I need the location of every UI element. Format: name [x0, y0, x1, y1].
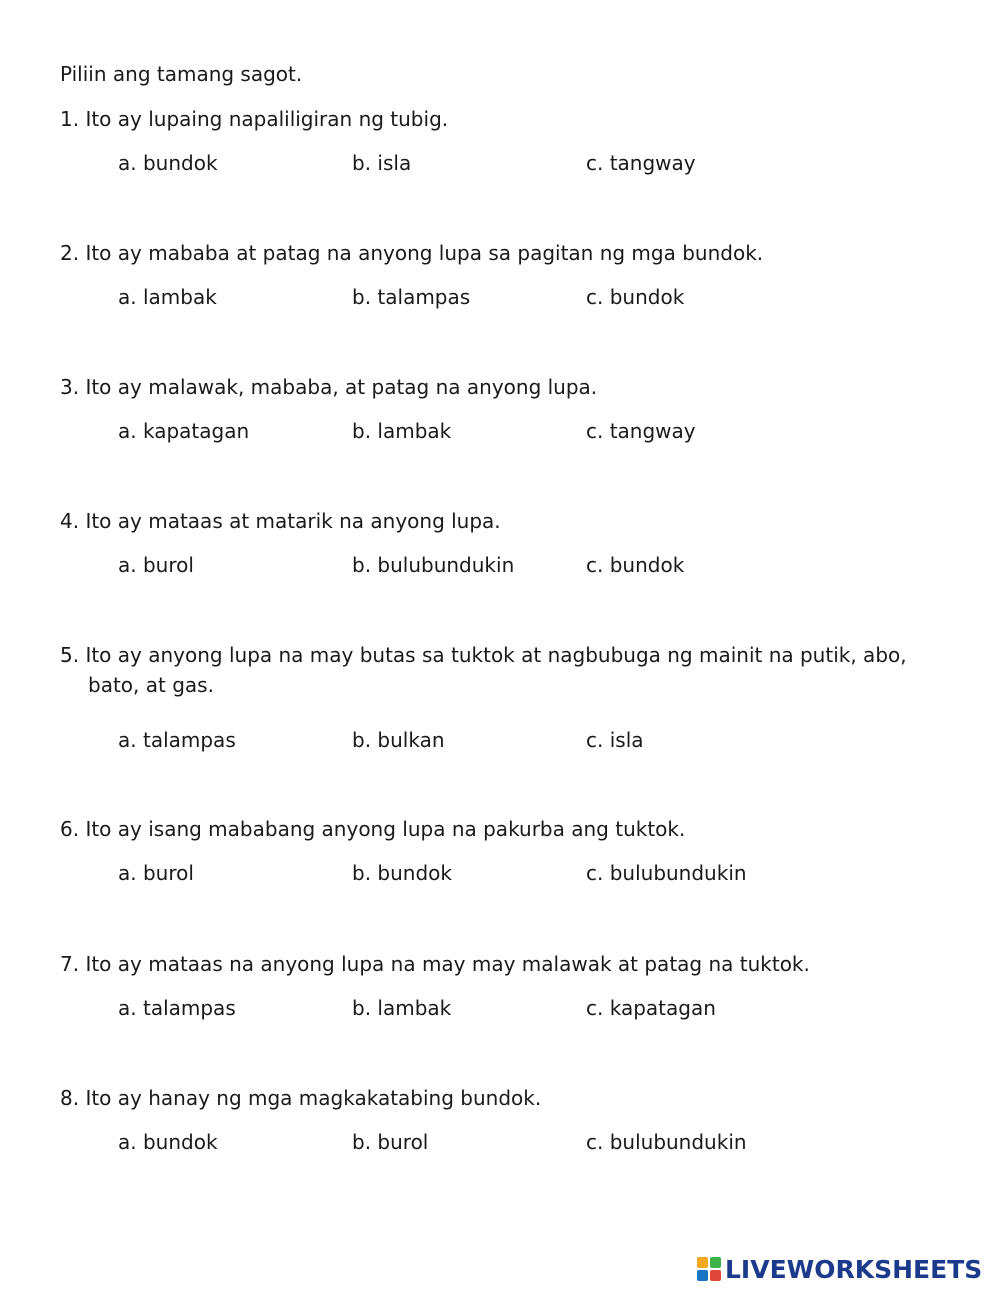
choice-c[interactable]: c. tangway: [586, 151, 696, 175]
choice-c[interactable]: c. tangway: [586, 419, 696, 443]
choices-row: [60, 416, 940, 446]
choice-c[interactable]: c. isla: [586, 728, 644, 752]
question-3: [60, 372, 940, 446]
choice-c[interactable]: c. bulubundukin: [586, 861, 747, 885]
question-1: [60, 104, 940, 178]
choice-a[interactable]: a. burol: [118, 553, 194, 577]
liveworksheets-logo[interactable]: [697, 1254, 982, 1284]
choice-c[interactable]: c. kapatagan: [586, 996, 716, 1020]
choice-c[interactable]: c. bundok: [586, 553, 685, 577]
choice-b[interactable]: b. lambak: [352, 419, 452, 443]
question-8: [60, 1083, 940, 1157]
choice-b[interactable]: b. bulubundukin: [352, 553, 515, 577]
choice-a[interactable]: a. talampas: [118, 996, 236, 1020]
question-text: 8. Ito ay hanay ng mga magkakatabing bundok.: [60, 1086, 542, 1110]
question-text: 1. Ito ay lupaing napaliligiran ng tubig.: [60, 107, 449, 131]
choice-a[interactable]: a. talampas: [118, 728, 236, 752]
choice-a[interactable]: a. kapatagan: [118, 419, 250, 443]
question-text: 5. Ito ay anyong lupa na may butas sa tuktok at nagbubuga ng mainit na putik, abo, bato, at gas.: [60, 643, 907, 697]
choices-row: [60, 148, 940, 178]
question-text: 7. Ito ay mataas na anyong lupa na may may malawak at patag na tuktok.: [60, 952, 810, 976]
choice-a[interactable]: a. burol: [118, 861, 194, 885]
question-text: 2. Ito ay mababa at patag na anyong lupa sa pagitan ng mga bundok.: [60, 241, 764, 265]
question-text: 4. Ito ay mataas at matarik na anyong lupa.: [60, 509, 501, 533]
choices-row: [60, 993, 940, 1023]
question-6: [60, 814, 940, 888]
logo-square-e: [710, 1270, 721, 1281]
choice-b[interactable]: b. bulkan: [352, 728, 445, 752]
logo-text: LIVEWORKSHEETS: [725, 1254, 983, 1284]
choices-row: [60, 858, 940, 888]
choice-a[interactable]: a. bundok: [118, 151, 218, 175]
choice-a[interactable]: a. bundok: [118, 1130, 218, 1154]
logo-square-i: [710, 1257, 721, 1268]
choices-row: [60, 282, 940, 312]
question-7: [60, 949, 940, 1023]
choice-b[interactable]: b. lambak: [352, 996, 452, 1020]
choice-a[interactable]: a. lambak: [118, 285, 217, 309]
logo-square-v: [697, 1270, 708, 1281]
choices-row: [60, 725, 940, 755]
choice-b[interactable]: b. bundok: [352, 861, 452, 885]
choices-row: [60, 550, 940, 580]
question-text: 3. Ito ay malawak, mababa, at patag na anyong lupa.: [60, 375, 598, 399]
question-5: [60, 640, 940, 755]
choice-b[interactable]: b. isla: [352, 151, 412, 175]
instruction-text: Piliin ang tamang sagot.: [60, 62, 303, 86]
choice-b[interactable]: b. talampas: [352, 285, 471, 309]
choice-c[interactable]: c. bundok: [586, 285, 685, 309]
liveworksheets-logo-icon: [697, 1257, 721, 1281]
question-text: 6. Ito ay isang mababang anyong lupa na pakurba ang tuktok.: [60, 817, 686, 841]
choices-row: [60, 1127, 940, 1157]
question-4: [60, 506, 940, 580]
choice-c[interactable]: c. bulubundukin: [586, 1130, 747, 1154]
choice-b[interactable]: b. burol: [352, 1130, 429, 1154]
logo-square-l: [697, 1257, 708, 1268]
question-2: [60, 238, 940, 312]
